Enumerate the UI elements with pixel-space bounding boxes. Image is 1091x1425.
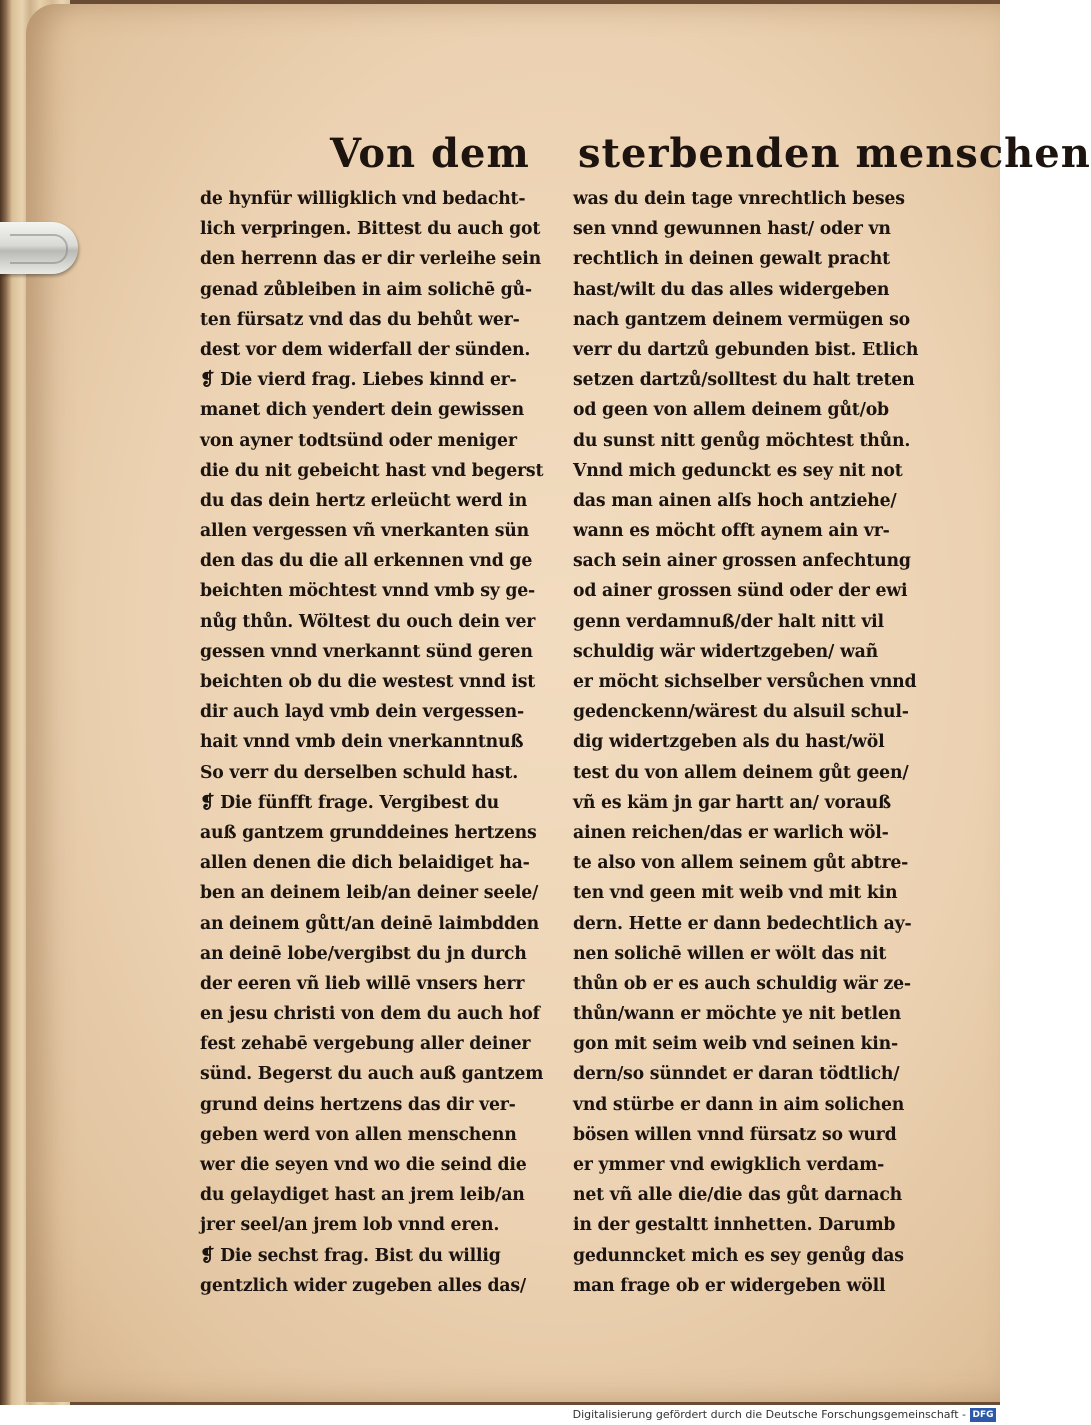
- running-head-right: sterbenden menschen: [578, 130, 1091, 177]
- text-line: thůn ob er es auch schuldig wär ze-: [573, 973, 911, 994]
- text-line: lich verpringen. Bittest du auch got: [200, 219, 541, 240]
- text-line: beichten ob du die westest vnnd ist: [200, 672, 536, 692]
- text-line: verr du dartzů gebunden bist. Etlich: [573, 339, 919, 360]
- text-line: ten vnd geen mit weib vnd mit kin: [573, 883, 898, 904]
- text-line: du sunst nitt genůg möchtest thůn.: [573, 430, 911, 451]
- text-line: allen denen die dich belaidiget ha-: [200, 853, 530, 874]
- text-line: So verr du derselben schuld hast.: [200, 762, 519, 783]
- text-line: ten fürsatz vnd das du behůt wer-: [200, 309, 520, 330]
- text-line: od geen von allem deinem gůt/ob: [573, 400, 889, 421]
- text-line: ben an deinem leib/an deiner seele/: [200, 883, 539, 904]
- right-text-column: [573, 184, 935, 1301]
- text-line: nen solichē willen er wölt das nit: [573, 943, 887, 964]
- text-line: test du von allem deinem gůt geen/: [573, 762, 909, 783]
- text-line: gedenckenn/wärest du alsuil schul-: [573, 702, 909, 723]
- text-line: thůn/wann er möchte ye nit betlen: [573, 1004, 901, 1025]
- text-line: in der gestaltt innhetten. Darumb: [573, 1215, 896, 1236]
- paper-clip: [0, 222, 78, 274]
- text-line: schuldig wär widertzgeben/ wañ: [573, 641, 878, 662]
- text-line: wer die seyen vnd wo die seind die: [200, 1155, 527, 1175]
- text-line: er ymmer vnd ewigklich verdam-: [573, 1155, 885, 1175]
- text-line: nůg thůn. Wöltest du ouch dein ver: [200, 611, 536, 632]
- text-line: genad zůbleiben in aim solichē gů-: [200, 279, 532, 300]
- text-line: en jesu christi von dem du auch hof: [200, 1004, 540, 1025]
- digitization-footer: [0, 1405, 1000, 1425]
- text-line: geben werd von allen menschenn: [200, 1124, 517, 1145]
- text-line: grund deins hertzens das dir ver-: [200, 1094, 516, 1115]
- text-line: jrer seel/an jrem lob vnnd eren.: [200, 1215, 500, 1236]
- text-line: genn verdamnuß/der halt nitt vil: [573, 611, 884, 632]
- text-line: allen vergessen vñ vnerkanten sün: [200, 521, 530, 542]
- text-line: de hynfür willigklich vnd bedacht-: [200, 189, 526, 209]
- text-line: dest vor dem widerfall der sünden.: [200, 339, 531, 360]
- text-line: od ainer grossen sünd oder der ewi: [573, 581, 908, 602]
- text-line: von ayner todtsünd oder meniger: [200, 430, 517, 451]
- text-line: sen vnnd gewunnen hast/ oder vn: [573, 219, 891, 240]
- text-line: du das dein hertz erleücht werd in: [200, 490, 528, 511]
- text-line: nach gantzem deinem vermügen so: [573, 309, 911, 330]
- text-line: ❡ Die vierd frag. Liebes kinnd er-: [200, 370, 517, 391]
- text-line: ❡ Die fünfft frage. Vergibest du: [200, 792, 499, 813]
- text-line: wann es möcht offt aynem ain vr-: [573, 521, 890, 542]
- text-line: hast/wilt du das alles widergeben: [573, 279, 890, 300]
- text-line: du gelaydiget hast an jrem leib/an: [200, 1185, 525, 1206]
- dfg-logo: DFG: [970, 1408, 996, 1422]
- text-line: gentzlich wider zugeben alles das/: [200, 1275, 527, 1296]
- text-line: bösen willen vnnd fürsatz so wurd: [573, 1124, 897, 1145]
- text-line: an deinē lobe/vergibst du jn durch: [200, 943, 527, 964]
- text-line: den das du die all erkennen vnd ge: [200, 551, 533, 572]
- text-line: gon mit seim weib vnd seinen kin-: [573, 1034, 898, 1055]
- text-line: gessen vnnd vnerkannt sünd geren: [200, 641, 533, 662]
- text-line: Vnnd mich gedunckt es sey nit not: [573, 460, 903, 481]
- text-line: man frage ob er widergeben wöll: [573, 1275, 886, 1296]
- left-text-column: [200, 184, 556, 1301]
- text-line: hait vnnd vmb dein vnerkanntnuß: [200, 732, 524, 753]
- text-line: er möcht sichselber versůchen vnnd: [573, 672, 917, 692]
- running-head-left: Von dem: [330, 130, 530, 177]
- text-line: dern/so sünndet er daran tödtlich/: [573, 1064, 900, 1085]
- text-line: ainen reichen/das er warlich wöl-: [573, 822, 889, 843]
- text-line: an deinem gůtt/an deinē laimbdden: [200, 913, 540, 934]
- text-line: vnd stürbe er dann in aim solichen: [573, 1094, 905, 1115]
- text-line: manet dich yendert dein gewissen: [200, 400, 524, 421]
- text-line: was du dein tage vnrechtlich beses: [573, 189, 905, 209]
- text-line: net vñ alle die/die das gůt darnach: [573, 1185, 903, 1206]
- text-line: beichten möchtest vnnd vmb sy ge-: [200, 581, 536, 602]
- text-line: die du nit gebeicht hast vnd begerst: [200, 460, 544, 481]
- text-line: den herrenn das er dir verleihe sein: [200, 249, 541, 270]
- text-line: setzen dartzů/solltest du halt treten: [573, 370, 915, 391]
- text-line: dig widertzgeben als du hast/wöl: [573, 732, 885, 753]
- text-line: te also von allem seinem gůt abtre-: [573, 853, 909, 874]
- text-line: rechtlich in deinen gewalt pracht: [573, 249, 890, 270]
- text-line: das man ainen alſs hoch antziehe/: [573, 490, 897, 511]
- text-line: dern. Hette er dann bedechtlich ay-: [573, 913, 912, 934]
- text-line: vñ es käm jn gar hartt an/ vorauß: [573, 792, 891, 813]
- text-line: sünd. Begerst du auch auß gantzem: [200, 1064, 544, 1085]
- text-line: gedunncket mich es sey genůg das: [573, 1245, 904, 1266]
- footer-credit: Digitalisierung gefördert durch die Deutsche Forschungsgemeinschaft -: [572, 1408, 966, 1421]
- text-line: dir auch layd vmb dein vergessen-: [200, 702, 524, 723]
- text-line: sach sein ainer grossen anfechtung: [573, 551, 911, 572]
- text-line: auß gantzem grunddeines hertzens: [200, 822, 537, 843]
- text-line: fest zehabē vergebung aller deiner: [200, 1034, 531, 1055]
- text-line: ❡ Die sechst frag. Bist du willig: [200, 1245, 501, 1266]
- text-line: der eeren vñ lieb willē vnsers herr: [200, 973, 525, 994]
